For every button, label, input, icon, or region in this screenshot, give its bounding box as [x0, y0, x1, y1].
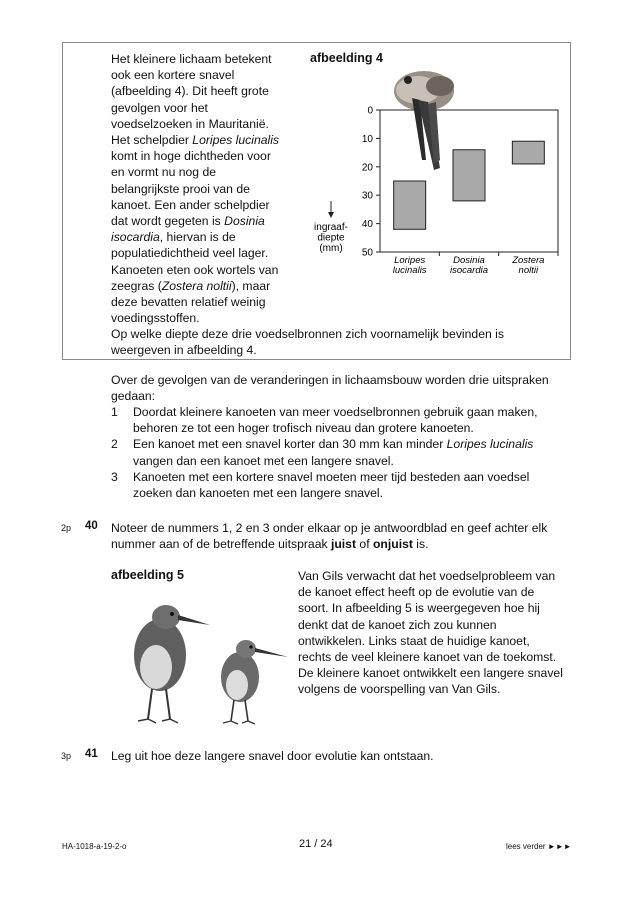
q40-text: Noteer de nummers 1, 2 en 3 onder elkaar op je antwoordblad en geef achter elk nummer aan of de betreffende uitspraak juist of onjuist is. — [111, 521, 548, 552]
figure5-title: afbeelding 5 — [111, 568, 184, 582]
x-tick-label: lucinalis — [392, 265, 427, 276]
y-tick-label: 30 — [361, 190, 373, 202]
list-item: 3 Kanoeten met een kortere snavel moeten meer tijd besteden aan voedsel zoeken dan kanoeten met een langere snavel. — [111, 469, 530, 501]
y-tick-label: 40 — [361, 219, 373, 231]
bar — [394, 181, 426, 229]
y-axis-label: diepte — [317, 232, 345, 244]
figure5-text: Van Gils verwacht dat het voedselprobleem van de kanoet effect heeft op de evolutie van de soort. In afbeelding 5 is weergegeven hoe hij denkt dat de kanoet zich zou kunnen ontwikkelen. Links staat de huidige kanoet, rechts de veel kleinere kanoet van de toekomst. De kleinere kanoet ontwikkelt een langere snavel volgens de voorspelling van Van Gils. — [298, 569, 563, 697]
x-tick-label: Zostera — [512, 255, 545, 266]
figure4-title: afbeelding 4 — [310, 51, 383, 65]
x-tick-label: isocardia — [449, 265, 489, 276]
y-tick-label: 50 — [361, 247, 373, 259]
figure5-illustration — [112, 585, 290, 730]
ylabel-arrow-head — [328, 212, 334, 218]
page-number: 21 / 24 — [299, 838, 333, 850]
y-tick-label: 0 — [367, 105, 373, 117]
statements-list — [111, 404, 566, 501]
footer-code: HA-1018-a-19-2-o — [62, 842, 127, 851]
bar — [512, 141, 544, 164]
y-tick-label: 20 — [361, 162, 373, 174]
list-item: 1 Doordat kleinere kanoeten van meer voedselbronnen gebruik gaan maken, behoren ze tot een hoger trofisch niveau dan grotere kanoeten. — [111, 405, 538, 436]
x-tick-label: noltii — [518, 265, 539, 276]
x-tick-label: Dosinia — [453, 255, 485, 266]
x-tick-label: Loripes — [394, 255, 426, 266]
future-knot-illustration — [221, 640, 288, 724]
footer-continue: lees verder ►►► — [506, 842, 572, 851]
figure4-chart — [300, 60, 568, 285]
q40-points: 2p — [61, 523, 72, 533]
q40-number: 40 — [85, 520, 98, 532]
box-left-text: Het kleinere lichaam betekent ook een kortere snavel (afbeelding 4). Dit heeft grote gevolgen voor het voedselzoeken in Mauritanië. Het schelpdier Loripes lucinalis komt in hoge dichtheden voor en vormt nu nog de belangrijkste prooi van de kanoet. Een ander schelpdier dat wordt gegeten is Dosinia isocardia, hiervan is de populatiedichtheid veel lager. Kanoeten eten ook wortels van zeegras (Zostera noltii), maar deze bevatten relatief weinig voedingsstoffen. — [111, 52, 280, 326]
list-item: 2 Een kanoet met een snavel korter dan 30 mm kan minder Loripes lucinalis vangen dan een kanoet met een langere snavel. — [111, 437, 534, 468]
y-tick-label: 10 — [361, 133, 373, 145]
bar — [453, 150, 485, 201]
q41-number: 41 — [85, 748, 98, 760]
box-question-text: Op welke diepte deze drie voedselbronnen zich voornamelijk bevinden is weergeven in afbeelding 4. — [111, 327, 504, 358]
statements-intro: Over de gevolgen van de veranderingen in lichaamsbouw worden drie uitspraken gedaan: — [111, 373, 549, 404]
current-knot-illustration — [134, 605, 210, 723]
q41-points: 3p — [61, 751, 72, 761]
y-axis-label: ingraaf- — [314, 222, 348, 233]
q41-text: Leg uit hoe deze langere snavel door evolutie kan ontstaan. — [111, 749, 434, 763]
knot-head-illustration — [394, 71, 454, 170]
y-axis-label: (mm) — [319, 243, 343, 254]
